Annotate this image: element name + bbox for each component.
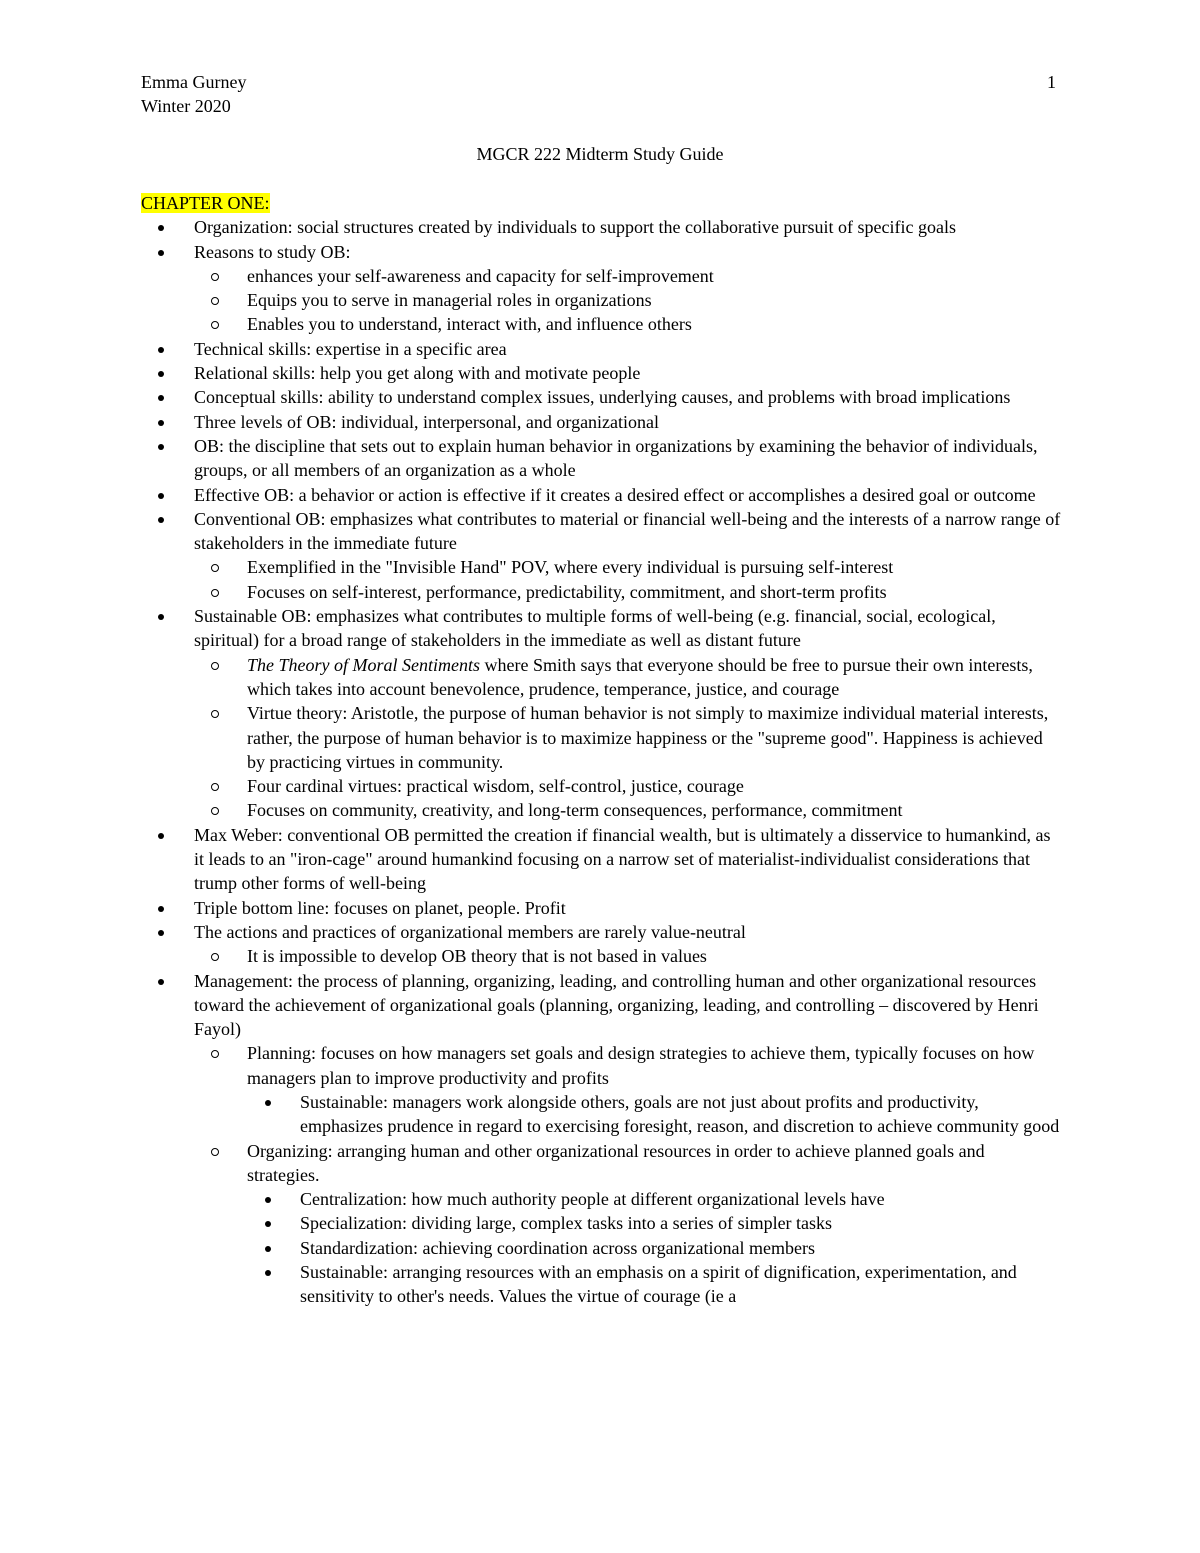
hollow-bullet-icon xyxy=(211,701,219,718)
bullet-icon xyxy=(158,896,164,912)
list-item-text xyxy=(300,1238,815,1258)
chapter-heading: CHAPTER ONE: xyxy=(141,193,270,213)
list-item-body: Organization: social structures created by individuals to support the collaborative pursuit of specific goals xyxy=(194,217,956,238)
list-item-text xyxy=(300,1213,832,1233)
bullet-list xyxy=(141,215,1061,1308)
hollow-bullet-icon xyxy=(211,580,219,597)
document-body xyxy=(141,191,1061,1309)
list-item-body: Focuses on self-interest, performance, predictability, commitment, and short-term profits xyxy=(247,581,887,602)
list-item-text xyxy=(194,922,746,942)
bullet-icon xyxy=(158,410,164,426)
list-item-body: Equips you to serve in managerial roles in organizations xyxy=(247,290,652,311)
list-item-body: Sustainable: managers work alongside others, goals are not just about profits and productivity, emphasizes prudence in regard to exercising foresight, reason, and discretion to achieve community good xyxy=(300,1091,1060,1137)
list-item-body: Three levels of OB: individual, interpersonal, and organizational xyxy=(194,411,660,432)
list-item-text xyxy=(300,1189,885,1209)
list-item xyxy=(141,240,1061,264)
bullet-icon xyxy=(158,361,164,377)
list-item-text xyxy=(247,1043,1034,1087)
list-item-text xyxy=(247,557,893,577)
list-item-text xyxy=(194,485,1036,505)
list-item-body: It is impossible to develop OB theory that is not based in values xyxy=(247,946,707,967)
list-item-body: Enables you to understand, interact with, and influence others xyxy=(247,314,692,335)
list-item xyxy=(141,701,1061,774)
list-item-body: Sustainable: arranging resources with an emphasis on a spirit of dignification, experimentation, and sensitivity to other's needs. Values the virtue of courage (ie a xyxy=(300,1262,1017,1307)
list-item xyxy=(141,774,1061,798)
list-item-text xyxy=(194,339,507,359)
list-item xyxy=(141,1260,1061,1309)
hollow-bullet-icon xyxy=(211,653,219,670)
list-item xyxy=(141,385,1061,409)
bullet-icon xyxy=(265,1187,271,1203)
author-name: Emma Gurney xyxy=(141,72,247,92)
list-item xyxy=(141,410,1061,434)
hollow-bullet-icon xyxy=(211,1041,219,1058)
list-item-text xyxy=(194,898,566,918)
list-item-text xyxy=(194,387,1010,407)
list-item-body: Virtue theory: Aristotle, the purpose of human behavior is not simply to maximize individual material interests, rather, the purpose of human behavior is to maximize happiness or the "supreme good". Happiness is achieved by practicing virtues in community. xyxy=(247,703,1049,772)
list-item-body: Conceptual skills: ability to understand complex issues, underlying causes, and problems with broad implications xyxy=(194,387,1011,408)
list-item xyxy=(141,312,1061,336)
bullet-icon xyxy=(265,1211,271,1227)
list-item-text xyxy=(194,436,1038,480)
bullet-icon xyxy=(158,385,164,401)
list-item xyxy=(141,580,1061,604)
list-item-body: Organizing: arranging human and other organizational resources in order to achieve planned goals and strategies. xyxy=(247,1140,985,1185)
bullet-icon xyxy=(158,483,164,499)
list-item xyxy=(141,288,1061,312)
bullet-icon xyxy=(158,920,164,936)
term: Winter 2020 xyxy=(141,96,231,117)
list-item xyxy=(141,798,1061,822)
hollow-bullet-icon xyxy=(211,555,219,572)
list-item-body: Planning: focuses on how managers set goals and design strategies to achieve them, typically focuses on how managers plan to improve productivity and profits xyxy=(247,1043,1035,1088)
list-item-text xyxy=(247,1141,985,1185)
hollow-bullet-icon xyxy=(211,264,219,281)
list-item-body: OB: the discipline that sets out to explain human behavior in organizations by examining the behavior of individuals, groups, or all members of an organization as a whole xyxy=(194,435,1038,481)
hollow-bullet-icon xyxy=(211,1139,219,1156)
document-title: MGCR 222 Midterm Study Guide xyxy=(476,144,724,164)
list-item-body: Conventional OB: emphasizes what contributes to material or financial well-being and the interests of a narrow range of stakeholders in the immediate future xyxy=(194,508,1061,554)
page-number: 1 xyxy=(1047,72,1056,92)
bullet-icon xyxy=(158,604,164,620)
bullet-icon xyxy=(158,240,164,256)
list-item-text xyxy=(247,776,744,796)
chapter-heading-row xyxy=(141,191,1061,215)
list-item xyxy=(141,264,1061,288)
list-item-text xyxy=(247,266,714,286)
list-item-body: where Smith says that everyone should be free to pursue their own interests, which takes into account benevolence, prudence, temperance, justice, and courage xyxy=(247,654,1033,699)
list-item-text xyxy=(194,825,1050,894)
list-item-body: Centralization: how much authority people at different organizational levels have xyxy=(300,1189,885,1210)
list-item xyxy=(141,1211,1061,1235)
list-item xyxy=(141,483,1061,507)
list-item-text xyxy=(247,655,1033,699)
list-item-text xyxy=(194,217,956,237)
list-item xyxy=(141,969,1061,1042)
list-item xyxy=(141,215,1061,239)
list-item-body: Triple bottom line: focuses on planet, people. Profit xyxy=(194,897,566,918)
list-item xyxy=(141,1139,1061,1188)
list-item-body: Technical skills: expertise in a specific area xyxy=(194,338,507,359)
list-item-body: Standardization: achieving coordination across organizational members xyxy=(300,1237,816,1258)
list-item xyxy=(141,361,1061,385)
list-item-body: Focuses on community, creativity, and long-term consequences, performance, commitment xyxy=(247,800,903,821)
list-item-text xyxy=(194,606,996,650)
list-item-body: Reasons to study OB: xyxy=(194,241,351,262)
bullet-icon xyxy=(158,969,164,985)
list-item-text xyxy=(194,509,1060,553)
bullet-icon xyxy=(158,215,164,231)
hollow-bullet-icon xyxy=(211,944,219,961)
bullet-icon xyxy=(158,507,164,523)
list-item-body: Management: the process of planning, organizing, leading, and controlling human and other organizational resources toward the achievement of organizational goals (planning, organizing, leading, and controlling – discovered by Henri Fayol) xyxy=(194,970,1039,1040)
list-item xyxy=(141,337,1061,361)
hollow-bullet-icon xyxy=(211,774,219,791)
hollow-bullet-icon xyxy=(211,288,219,305)
hollow-bullet-icon xyxy=(211,312,219,329)
bullet-icon xyxy=(158,434,164,450)
list-item xyxy=(141,896,1061,920)
bullet-icon xyxy=(265,1236,271,1252)
list-item-text xyxy=(247,314,692,334)
list-item-text xyxy=(194,242,351,262)
bullet-icon xyxy=(265,1090,271,1106)
list-item-body: Specialization: dividing large, complex tasks into a series of simpler tasks xyxy=(300,1213,833,1234)
list-item-text xyxy=(194,363,640,383)
list-item-body: Four cardinal virtues: practical wisdom, self-control, justice, courage xyxy=(247,776,744,797)
list-item-text xyxy=(247,582,887,602)
list-item-text xyxy=(300,1262,1017,1306)
book-title: The Theory of Moral Sentiments xyxy=(247,654,480,675)
list-item-body: enhances your self-awareness and capacity for self-improvement xyxy=(247,265,714,286)
bullet-icon xyxy=(265,1260,271,1276)
list-item xyxy=(141,920,1061,944)
list-item xyxy=(141,604,1061,653)
list-item xyxy=(141,1236,1061,1260)
list-item xyxy=(141,507,1061,556)
list-item xyxy=(141,1187,1061,1211)
list-item-body: Max Weber: conventional OB permitted the creation if financial wealth, but is ultimately a disservice to humankind, as it leads to an "iron-cage" around humankind focusing on a narrow set of materialist-individualist considerations that trump other forms of well-being xyxy=(194,824,1051,894)
list-item xyxy=(141,1090,1061,1139)
list-item-body: Exemplified in the "Invisible Hand" POV, where every individual is pursuing self-interest xyxy=(247,557,894,578)
list-item-text xyxy=(247,290,652,310)
list-item-text xyxy=(194,412,659,432)
list-item-body: Relational skills: help you get along with and motivate people xyxy=(194,363,641,384)
list-item-text xyxy=(247,800,902,820)
list-item xyxy=(141,555,1061,579)
list-item-text xyxy=(194,971,1039,1040)
bullet-icon xyxy=(158,337,164,353)
bullet-icon xyxy=(158,823,164,839)
list-item xyxy=(141,1041,1061,1090)
list-item xyxy=(141,434,1061,483)
list-item-body: Effective OB: a behavior or action is effective if it creates a desired effect or accomplishes a desired goal or outcome xyxy=(194,484,1036,505)
list-item-body: The actions and practices of organizational members are rarely value-neutral xyxy=(194,921,746,942)
list-item-text xyxy=(300,1092,1059,1136)
list-item-body: Sustainable OB: emphasizes what contributes to multiple forms of well-being (e.g. financial, social, ecological, spiritual) for a broad range of stakeholders in the immediate as well as distant future xyxy=(194,606,996,651)
list-item xyxy=(141,653,1061,702)
list-item-text xyxy=(247,703,1048,772)
list-item xyxy=(141,944,1061,968)
list-item xyxy=(141,823,1061,896)
hollow-bullet-icon xyxy=(211,798,219,815)
list-item-text xyxy=(247,946,707,966)
page-header xyxy=(141,70,246,119)
